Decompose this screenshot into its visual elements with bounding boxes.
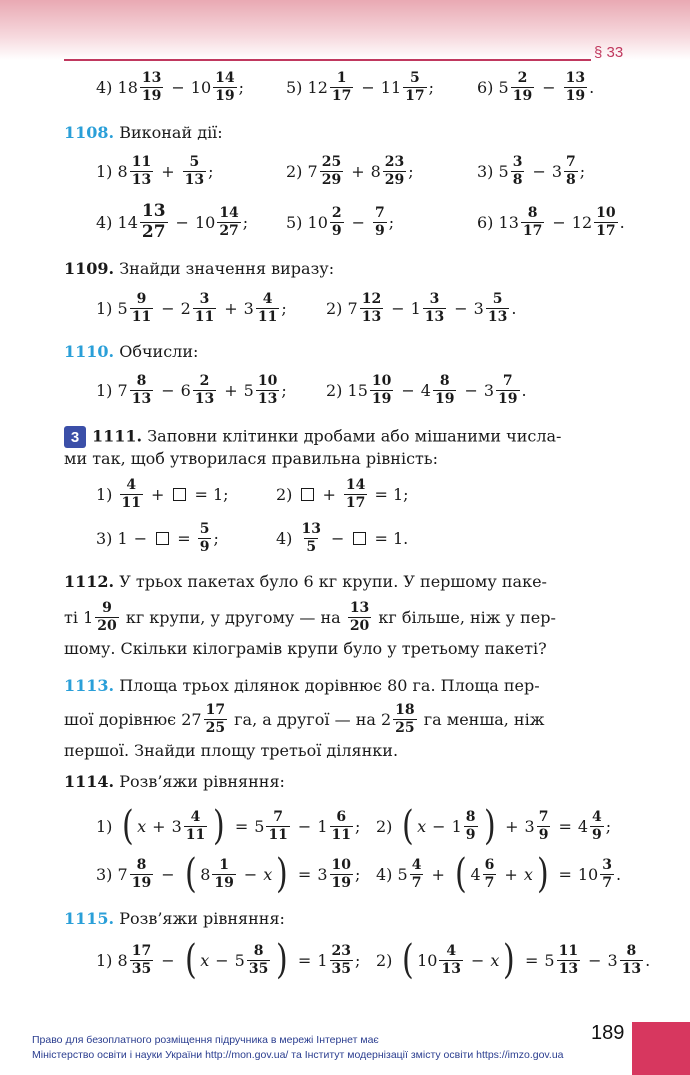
exercise-1108-item-5: 5) 10 $\frac{2}{9}$ − $\frac{7}{9}$ ; xyxy=(286,204,395,239)
exercise-1110-row xyxy=(0,370,690,410)
exercise-1107-item-5: 5) 12 $\frac{1}{17}$ − 11 $\frac{5}{17}$ ; xyxy=(286,69,434,104)
exercise-1115-heading: 1115. Розв’яжи рівняння: xyxy=(64,909,285,928)
exercise-1113-line-2 xyxy=(0,699,690,739)
exercise-1108-item-6: 6) 13 $\frac{8}{17}$ − 12 $\frac{10}{17}$ . xyxy=(477,204,625,239)
exercise-1114-item-4: 4) 5 $\frac{4}{7}$ + ( 4 $\frac{6}{7}$ + x ) = 10 $\frac{3}{7}$ . xyxy=(376,851,622,897)
exercise-1108-row-2 xyxy=(0,202,690,242)
exercise-1108-item-2: 2) 7 $\frac{25}{29}$ + 8 $\frac{23}{29}$ ; xyxy=(286,153,414,188)
exercise-1108-item-4: 4) 14 $\frac{13}{27}$ − 10 $\frac{14}{27}$ ; xyxy=(96,200,249,242)
exercise-1111-line-1: 3 1111. Заповни клітинки дробами або мішаними числа- xyxy=(64,426,561,448)
exercise-1112-line-1: 1112. У трьох пакетах було 6 кг крупи. У першому паке- xyxy=(64,572,547,591)
exercise-1111-item-4: 4) $\frac{13}{5}$ − = 1. xyxy=(276,520,409,555)
page-number: 189 xyxy=(591,1022,625,1044)
exercise-1109-item-1: 1) 5 $\frac{9}{11}$ − 2 $\frac{3}{11}$ + 3 $\frac{4}{11}$ ; xyxy=(96,290,287,325)
exercise-1108-heading: 1108. Виконай дії: xyxy=(64,123,223,142)
exercise-1111-item-1: 1) $\frac{4}{11}$ + = 1; xyxy=(96,476,229,511)
exercise-1110-item-1: 1) 7 $\frac{8}{13}$ − 6 $\frac{2}{13}$ + 5 $\frac{10}{13}$ ; xyxy=(96,372,287,407)
exercise-1108-row-1 xyxy=(0,151,690,191)
exercise-1114-item-2: 2) ( x − 1 $\frac{8}{9}$ ) + 3 $\frac{7}{9}$ = 4 $\frac{4}{9}$ ; xyxy=(376,803,612,849)
footer-line-2: Міністерство освіти і науки України http://mon.gov.ua/ та Інститут модернізації змісту освіти https://imzo.gov.ua xyxy=(32,1049,564,1061)
blank-box xyxy=(353,532,366,545)
exercise-1115-item-2: 2) ( 10 $\frac{4}{13}$ − x ) = 5 $\frac{11}{13}$ − 3 $\frac{8}{13}$ . xyxy=(376,937,651,983)
exercise-1115-row xyxy=(0,937,690,983)
exercise-1113-line-2-content: шої дорівнює 27 $\frac{17}{25}$ га, а другої — на 2 $\frac{18}{25}$ га менша, ніж xyxy=(64,701,545,736)
exercise-1111-line-2: ми так, щоб утворилася правильна рівність: xyxy=(64,449,438,468)
page-corner-tab xyxy=(632,1022,690,1075)
exercise-1107-item-4: 4) 18 $\frac{13}{19}$ − 10 $\frac{14}{19}$ ; xyxy=(96,69,244,104)
section-number: § 33 xyxy=(594,44,624,61)
blank-box xyxy=(301,488,314,501)
footer-line-1: Право для безоплатного розміщення підручника в мережі Інтернет має xyxy=(32,1034,379,1046)
exercise-1112-line-2 xyxy=(0,597,690,637)
exercise-1109-item-2: 2) 7 $\frac{12}{13}$ − 1 $\frac{3}{13}$ − 3 $\frac{5}{13}$ . xyxy=(326,290,517,325)
exercise-1113-line-3: першої. Знайди площу третьої ділянки. xyxy=(64,741,399,760)
exercise-1114-item-3: 3) 7 $\frac{8}{19}$ − ( 8 $\frac{1}{19}$ − x ) = 3 $\frac{10}{19}$ ; xyxy=(96,851,361,897)
exercise-1111-item-3: 3) 1 − = $\frac{5}{9}$ ; xyxy=(96,520,219,555)
header-rule xyxy=(64,59,591,61)
difficulty-level-badge: 3 xyxy=(64,426,86,448)
exercise-1111-row-2 xyxy=(0,518,690,558)
exercise-1114-row-1 xyxy=(0,803,690,849)
exercise-1114-item-1: 1) ( x + 3 $\frac{4}{11}$ ) = 5 $\frac{7}{11}$ − 1 $\frac{6}{11}$ ; xyxy=(96,803,361,849)
exercise-1108-item-1: 1) 8 $\frac{11}{13}$ + $\frac{5}{13}$ ; xyxy=(96,153,214,188)
copyright-footer xyxy=(32,1033,564,1063)
exercise-1108-item-3: 3) 5 $\frac{3}{8}$ − 3 $\frac{7}{8}$ ; xyxy=(477,153,586,188)
exercise-1107-item-6: 6) 5 $\frac{2}{19}$ − $\frac{13}{19}$ . xyxy=(477,69,595,104)
exercise-1107-row xyxy=(0,67,690,107)
exercise-1111-row-1 xyxy=(0,474,690,514)
exercise-1112-line-3: шому. Скільки кілограмів крупи було у третьому пакеті? xyxy=(64,639,547,658)
exercise-1110-item-2: 2) 15 $\frac{10}{19}$ − 4 $\frac{8}{19}$ − 3 $\frac{7}{19}$ . xyxy=(326,372,527,407)
exercise-1109-row xyxy=(0,288,690,328)
blank-box xyxy=(173,488,186,501)
page-header-band xyxy=(0,0,690,60)
exercise-1115-item-1: 1) 8 $\frac{17}{35}$ − ( x − 5 $\frac{8}{35}$ ) = 1 $\frac{23}{35}$ ; xyxy=(96,937,361,983)
blank-box xyxy=(156,532,169,545)
exercise-1114-heading: 1114. Розв’яжи рівняння: xyxy=(64,772,285,791)
exercise-1114-row-2 xyxy=(0,851,690,897)
exercise-1111-item-2: 2) + $\frac{14}{17}$ = 1; xyxy=(276,476,409,511)
exercise-1112-line-2-content: ті 1 $\frac{9}{20}$ кг крупи, у другому — на $\frac{13}{20}$ кг більше, ніж у пер- xyxy=(64,599,556,634)
exercise-1113-line-1: 1113. Площа трьох ділянок дорівнює 80 га. Площа пер- xyxy=(64,676,540,695)
exercise-1110-heading: 1110. Обчисли: xyxy=(64,342,199,361)
exercise-1109-heading: 1109. Знайди значення виразу: xyxy=(64,259,335,278)
